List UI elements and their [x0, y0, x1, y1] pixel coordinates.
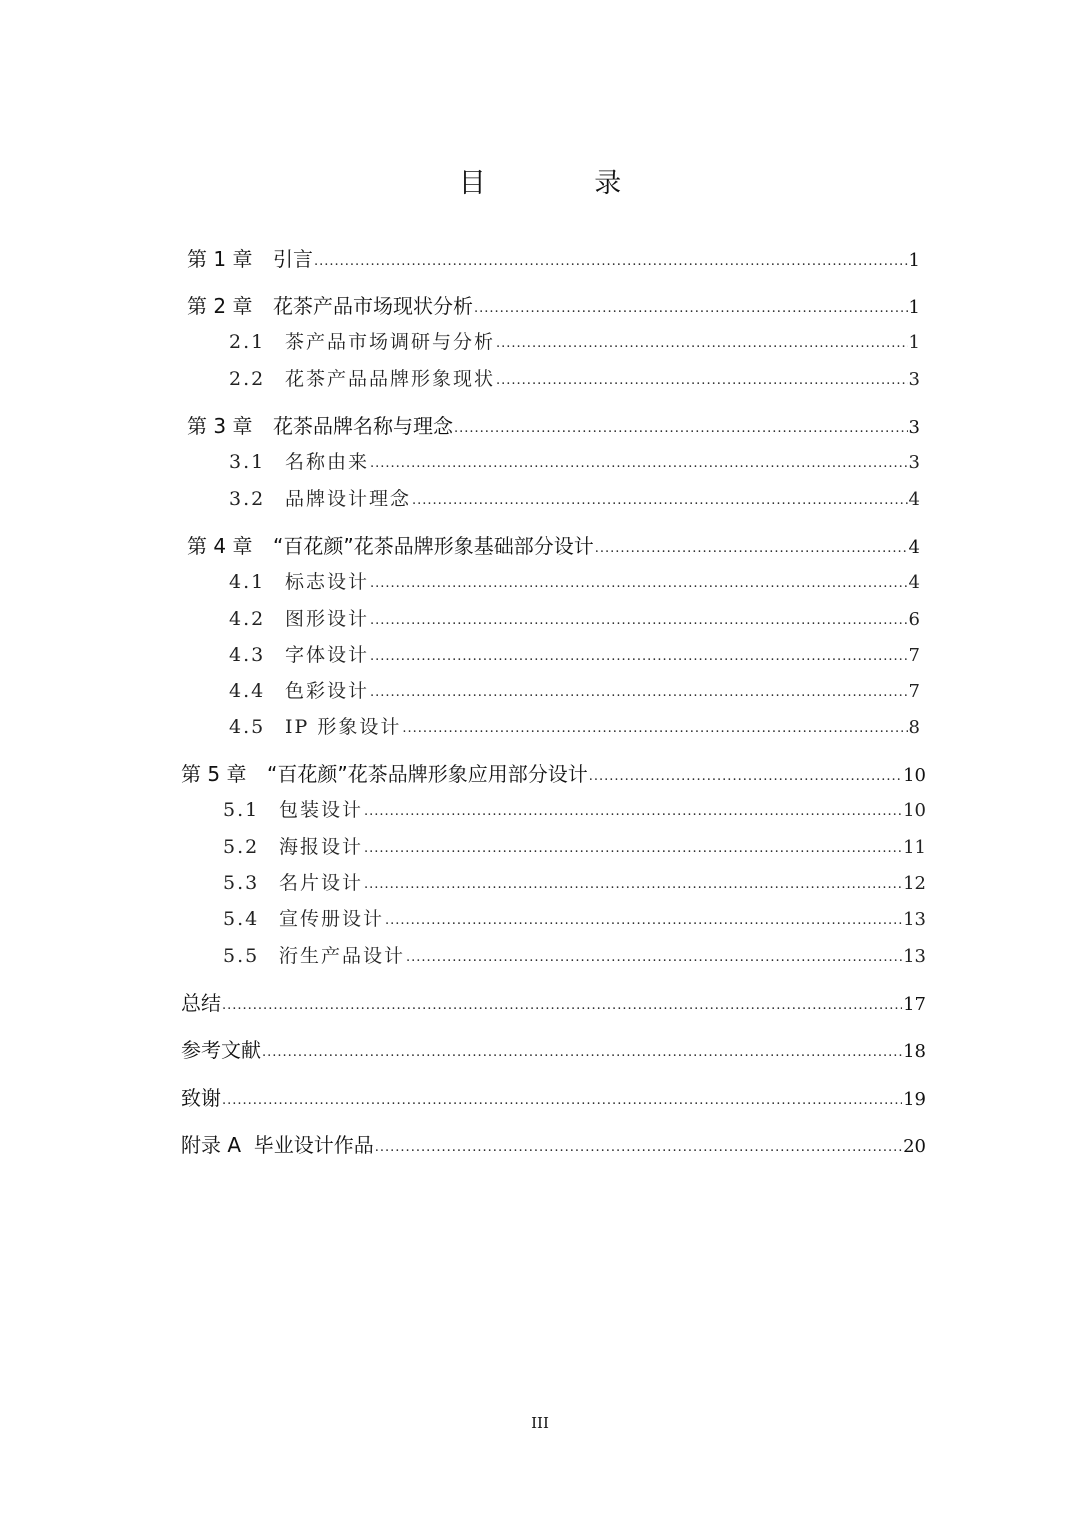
toc-entry-title: 附录 A 毕业设计作品: [181, 1133, 374, 1157]
toc-entry-acknowledgements[interactable]: [181, 1083, 926, 1113]
toc-entry-page: 8: [908, 717, 920, 738]
toc-entry-section-2-1[interactable]: [229, 327, 920, 357]
toc-leader-dots: [370, 606, 908, 636]
toc-entry-page: 10: [903, 765, 926, 786]
toc-entry-title: 图形设计: [285, 608, 370, 630]
toc-leader-dots: [222, 1086, 902, 1116]
toc-leader-dots: [364, 870, 902, 900]
toc-leader-dots: [595, 534, 908, 564]
toc-entry-page: 6: [908, 609, 920, 630]
toc-entry-page: 3: [908, 452, 920, 473]
toc-entry-page: 4: [908, 537, 920, 558]
toc-entry-title: 花茶产品市场现状分析: [273, 294, 473, 318]
toc-entry-title: 总结: [181, 991, 221, 1015]
toc-entry-number: 4.3: [229, 644, 266, 666]
toc-entry-page: 4: [908, 489, 920, 510]
toc-entry-title: 海报设计: [279, 836, 364, 858]
toc-entry-title: “百花颜”花茶品牌形象基础部分设计: [273, 534, 594, 558]
toc-leader-dots: [370, 569, 908, 599]
toc-leader-dots: [454, 414, 908, 444]
toc-entry-section-5-5[interactable]: [223, 941, 926, 971]
toc-entry-page: 17: [903, 994, 926, 1015]
toc-entry-number: 3.1: [229, 451, 266, 473]
toc-entry-number: 5.1: [223, 799, 260, 821]
toc-leader-dots: [474, 294, 908, 324]
toc-leader-dots: [364, 834, 902, 864]
page-title: 目 录: [458, 168, 672, 199]
toc-entry-page: 11: [903, 837, 926, 858]
toc-entry-title: 致谢: [181, 1086, 221, 1110]
toc-entry-number: 5.2: [223, 836, 260, 858]
toc-entry-number: 4.4: [229, 680, 266, 702]
toc-entry-appendix-a[interactable]: [181, 1130, 926, 1160]
toc-entry-section-2-2[interactable]: [229, 364, 920, 394]
toc-entry-page: 13: [903, 909, 926, 930]
toc-entry-page: 1: [908, 297, 920, 318]
toc-entry-title: 引言: [273, 247, 313, 271]
toc-entry-references[interactable]: [181, 1035, 926, 1065]
toc-entry-page: 3: [908, 417, 920, 438]
toc-entry-number: 5.5: [223, 945, 260, 967]
toc-entry-title: 名片设计: [279, 872, 364, 894]
toc-entry-title: 字体设计: [285, 644, 370, 666]
toc-entry-page: 13: [903, 946, 926, 967]
toc-leader-dots: [496, 366, 908, 396]
toc-entry-number: 4.2: [229, 608, 266, 630]
toc-entry-page: 7: [908, 645, 920, 666]
toc-leader-dots: [314, 247, 908, 277]
toc-entry-chapter-3[interactable]: [187, 411, 920, 441]
toc-entry-number: 3.2: [229, 488, 266, 510]
toc-entry-number: 4.1: [229, 571, 266, 593]
toc-entry-title: 品牌设计理念: [285, 488, 412, 510]
toc-entry-section-3-1[interactable]: [229, 447, 920, 477]
toc-entry-page: 7: [908, 681, 920, 702]
toc-entry-number: 第 4 章: [187, 534, 253, 558]
toc-entry-chapter-5[interactable]: [181, 759, 926, 789]
toc-entry-number: 第 3 章: [187, 414, 253, 438]
toc-entry-title: 洐生产品设计: [279, 945, 406, 967]
toc-entry-number: 第 2 章: [187, 294, 253, 318]
page-number: III: [531, 1414, 549, 1432]
toc-entry-number: 4.5: [229, 716, 266, 738]
toc-entry-chapter-2[interactable]: [187, 291, 920, 321]
toc-leader-dots: [385, 906, 902, 936]
toc-entry-section-5-1[interactable]: [223, 795, 926, 825]
toc-entry-title: 参考文献: [181, 1038, 261, 1062]
toc-entry-page: 1: [908, 250, 920, 271]
toc-leader-dots: [589, 762, 902, 792]
toc-leader-dots: [370, 642, 908, 672]
toc-leader-dots: [364, 797, 902, 827]
toc-entry-section-4-1[interactable]: [229, 567, 920, 597]
toc-entry-page: 3: [908, 369, 920, 390]
toc-entry-number: 2.2: [229, 368, 266, 390]
toc-entry-number: 5.3: [223, 872, 260, 894]
toc-entry-title: 花茶产品品牌形象现状: [285, 368, 496, 390]
toc-entry-number: 5.4: [223, 908, 260, 930]
toc-leader-dots: [370, 449, 908, 479]
toc-entry-section-4-4[interactable]: [229, 676, 920, 706]
toc-leader-dots: [496, 329, 908, 359]
toc-entry-page: 20: [903, 1136, 926, 1157]
toc-leader-dots: [222, 991, 902, 1021]
toc-leader-dots: [412, 486, 908, 516]
toc-entry-page: 12: [903, 873, 926, 894]
toc-entry-section-5-3[interactable]: [223, 868, 926, 898]
toc-entry-section-5-4[interactable]: [223, 904, 926, 934]
toc-entry-title: 包装设计: [279, 799, 364, 821]
toc-entry-title: 标志设计: [285, 571, 370, 593]
toc-leader-dots: [375, 1133, 902, 1163]
toc-entry-chapter-4[interactable]: [187, 531, 920, 561]
toc-entry-title: 茶产品市场调研与分析: [285, 331, 496, 353]
toc-entry-title: 花茶品牌名称与理念: [273, 414, 453, 438]
toc-entry-title: 色彩设计: [285, 680, 370, 702]
toc-entry-title: IP 形象设计: [285, 716, 402, 738]
toc-entry-section-3-2[interactable]: [229, 484, 920, 514]
toc-leader-dots: [370, 678, 908, 708]
toc-entry-number: 第 1 章: [187, 247, 253, 271]
toc-entry-number: 2.1: [229, 331, 266, 353]
toc-entry-title: “百花颜”花茶品牌形象应用部分设计: [267, 762, 588, 786]
toc-leader-dots: [406, 943, 902, 973]
toc-leader-dots: [262, 1038, 902, 1068]
toc-entry-chapter-1[interactable]: [187, 244, 920, 274]
toc-entry-number: 第 5 章: [181, 762, 247, 786]
toc-entry-page: 19: [903, 1089, 926, 1110]
toc-entry-section-4-3[interactable]: [229, 640, 920, 670]
toc-leader-dots: [402, 714, 907, 744]
toc-entry-title: 宣传册设计: [279, 908, 385, 930]
toc-entry-conclusion[interactable]: [181, 988, 926, 1018]
toc-entry-page: 10: [903, 800, 926, 821]
toc-entry-section-4-2[interactable]: [229, 604, 920, 634]
toc-entry-section-4-5[interactable]: [229, 712, 920, 742]
toc-entry-title: 名称由来: [285, 451, 370, 473]
toc-entry-page: 1: [908, 332, 920, 353]
toc-entry-page: 4: [908, 572, 920, 593]
toc-entry-section-5-2[interactable]: [223, 832, 926, 862]
toc-entry-page: 18: [903, 1041, 926, 1062]
